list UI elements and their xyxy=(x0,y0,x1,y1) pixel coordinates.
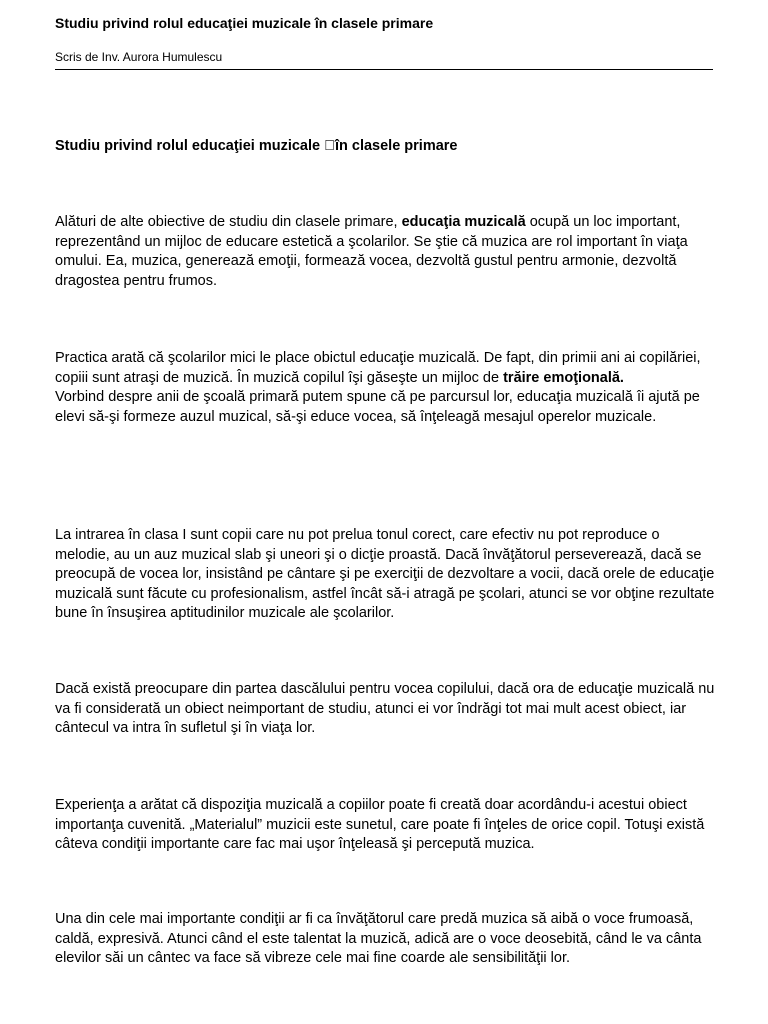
paragraph-2 xyxy=(55,349,715,427)
article-title: Studiu privind rolul educaţiei muzicale  în clasele primare xyxy=(55,138,458,154)
paragraph-2-emphasis: trăire emoţională. xyxy=(503,369,624,386)
paragraph-1-text-start: Alături de alte obiective de studiu din clasele primare, xyxy=(55,214,402,230)
header-divider xyxy=(55,69,713,70)
header-title: Studiu privind rolul educaţiei muzicale în clasele primare xyxy=(55,15,434,31)
header-author: Scris de Inv. Aurora Humulescu xyxy=(55,50,223,64)
paragraph-2-text-end: Vorbind despre anii de şcoală primară putem spune că pe parcursul lor, educaţia muzicală îi ajută pe elevi să-şi formeze auzul muzical, să-şi educe vocea, să înţeleagă mesajul operelor muzicale. xyxy=(55,389,700,425)
paragraph-5: Experienţa a arătat că dispoziţia muzicală a copiilor poate fi creată doar acordându-i acestui obiect importanţa cuvenită. „Materialul” muzicii este sunetul, care poate fi înţeles de orice copil. Totuşi există câteva condiţii importante care fac mai uşor înţeleasă şi percepută muzica. xyxy=(55,797,705,852)
paragraph-2-text-start: Practica arată că şcolarilor mici le place obictul educaţie muzicală. De fapt, din primii ani ai copilăriei, copiii sunt atraşi de muzică. În muzică copilul îşi găseşte un mijloc de xyxy=(55,350,701,386)
paragraph-3: La intrarea în clasa I sunt copii care nu pot prelua tonul corect, care efectiv nu pot reproduce o melodie, au un auz muzical slab şi uneori şi o dicţie proastă. Dacă învăţătorul perseverează, dacă se preocupă de vocea lor, insistând pe cântare şi pe exerciţii de dezvoltare a vocii, dacă orele de educaţie muzicală sunt făcute cu profesionalism, astfel încât să-i atragă pe şcolari, atunci se vor obţine rezultate bune în însuşirea aptitudinilor muzicale ale şcolarilor. xyxy=(55,527,715,621)
paragraph-1 xyxy=(55,213,715,291)
paragraph-4: Dacă există preocupare din partea dascălului pentru vocea copilului, dacă ora de educaţie muzicală nu va fi considerată un obiect neimportant de studiu, atunci ei vor îndrăgi tot mai mult acest obiect, iar cântecul va intra în sufletul şi în viaţa lor. xyxy=(55,681,715,736)
paragraph-1-text-end: ocupă un loc important, reprezentând un mijloc de educare estetică a şcolarilor. Se ştie că muzica are rol important în viaţa omului. Ea, muzica, generează emoţii, formează vocea, dezvoltă gustul pentru armonie, dezvoltă dragostea pentru frumos. xyxy=(55,214,688,289)
paragraph-1-emphasis: educaţia muzicală xyxy=(401,214,526,230)
paragraph-6: Una din cele mai importante condiţii ar fi ca învăţătorul care predă muzica să aibă o voce frumoasă, caldă, expresivă. Atunci când el este talentat la muzică, adică are o voce deosebită, când le va cânta elevilor săi un cântec va face să vibreze cele mai fine coarde ale sensibilităţii lor. xyxy=(55,911,702,966)
